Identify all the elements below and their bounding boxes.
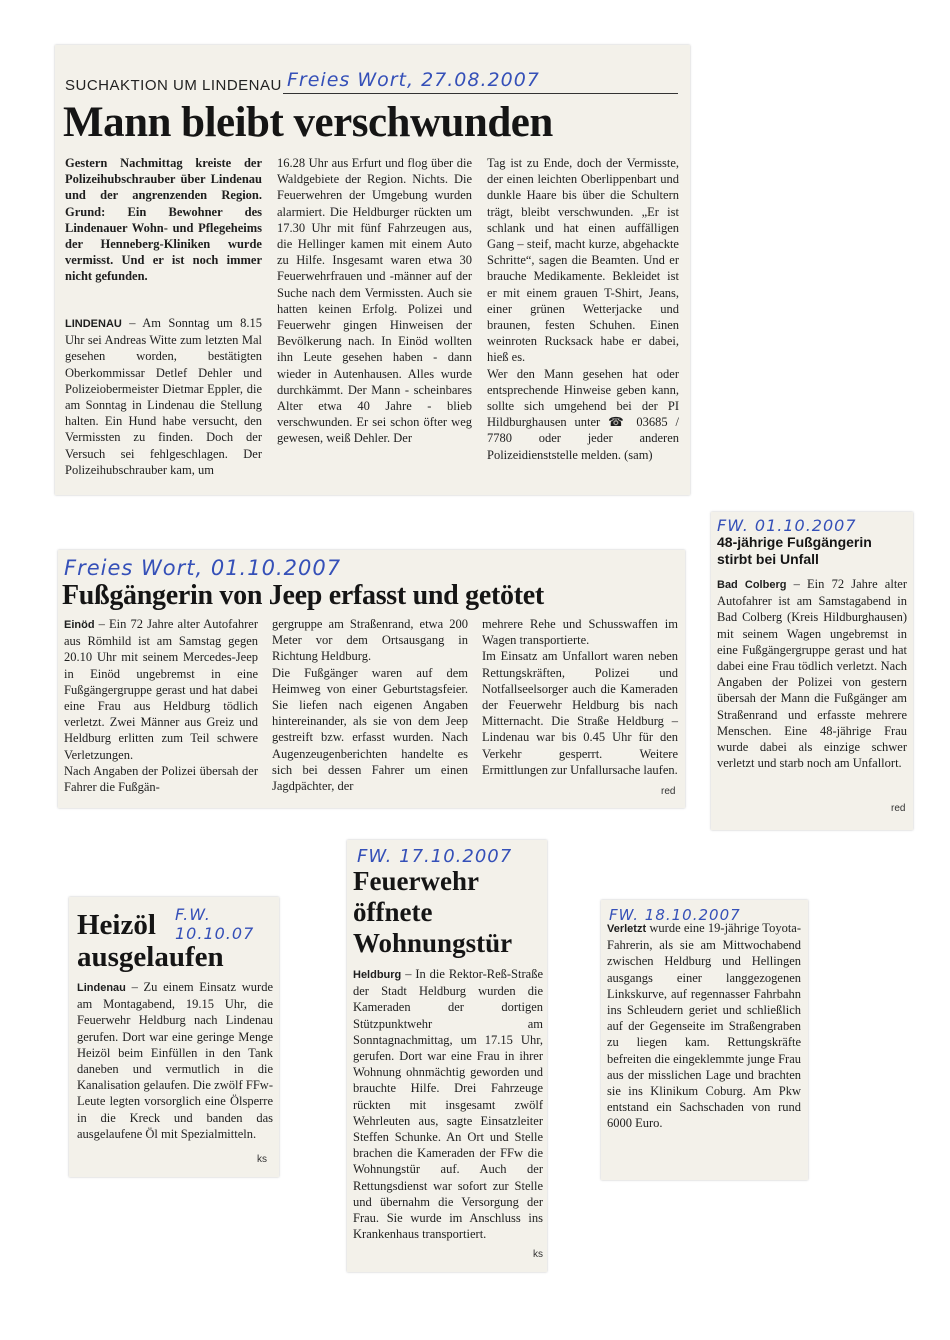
clipping-jeep-accident	[58, 550, 685, 808]
body-text: – Zu einem Einsatz wurde am Montagabend, 19.15 Uhr, die Feuerwehr Heldburg nach Lindenau gerufen. Dort war eine geringe Menge Heizöl beim Einfüllen in den Tank daneben und vermutlich in die Kanalisation gelaufen. Die zwölf FFw-Leute legten vorsorglich eine Ölsperre in die Kreck und banden das ausgelaufene Öl mit Spezialmitteln.	[77, 980, 273, 1141]
article-headline: 48-jährige Fußgängerin stirbt bei Unfall	[717, 534, 872, 567]
author-signature: ks	[533, 1249, 543, 1260]
article-kicker: SUCHAKTION UM LINDENAU	[65, 77, 282, 94]
column-text: mehrere Rehe und Schusswaffen im Wagen transportierte.	[482, 617, 678, 648]
clipping-fire-brigade-door	[347, 840, 547, 1272]
column-text: – Am Sonntag um 8.15 Uhr sei Andreas Witte zum letzten Mal gesehen worden, bestätigten Oberkommissar Detlef Dehler und Polizeiobermeister Dietmar Eppler, die am Sonntag in Lindenau die Stellung halten. Ein Hund habe versucht, den Vermissten zu finden. Doch der Versuch sei fehlgeschlagen. Der Polizeihubschrauber kam, um	[65, 316, 262, 477]
author-signature: red	[661, 786, 676, 797]
article-body	[353, 966, 543, 1242]
article-headline-line2: öffnete	[353, 897, 433, 927]
handwritten-source-note: F.W. 10.10.07	[175, 905, 255, 943]
column-text-appeal: Wer den Mann gesehen hat oder entsprechende Hinweise geben kann, sollte sich umgehend bei der PI Hildburghausen unter ☎ 03685 / 7780 oder jeder anderen Polizeidienststelle melden. (sam)	[487, 366, 679, 462]
article-body	[607, 920, 801, 1132]
author-signature: ks	[257, 1154, 267, 1165]
article-headline-line1: Heizöl	[77, 909, 156, 941]
clipping-missing-man	[55, 45, 690, 495]
article-body	[77, 979, 273, 1142]
body-text: wurde eine 19-jährige Toyota-Fahrerin, als sie am Mittwochabend zwischen Heldburg und Hellingen ausgangs einer langgezogenen Linkskurve, auf regennasser Fahrbahn ins Schleudern geriet und schließlich auf der Gegenseite im Straßengraben zu liegen kam. Rettungskräfte befreiten die eingeklemmte junge Frau aus der misslichen Lage und brachten sie ins Klinikum Coburg. Am Pkw entstand ein Sachschaden von rund 6000 Euro.	[607, 921, 801, 1131]
article-column-1	[64, 616, 258, 795]
article-body	[717, 576, 907, 771]
column-text: Im Einsatz am Unfallort waren neben Rettungskräften, Polizei und Notfallseelsorger auch die Kameraden der Feuerwehr Heldburg bis nach Mitternacht. Die Straße Heldburg – Lindenau war bis 0.45 Uhr für den Verkehr gesperrt. Weitere Ermittlungen zur Unfallursache laufen.	[482, 649, 678, 777]
dateline: Verletzt	[607, 923, 647, 935]
article-column-1	[65, 315, 262, 478]
clipping-pedestrian-dies	[711, 512, 913, 830]
handwritten-source-note: FW. 01.10.2007	[717, 516, 857, 535]
clipping-injured-driver	[601, 900, 808, 1180]
body-text: – In die Rektor-Reß-Straße der Stadt Heldburg wurden die Kameraden der dortigen Stützpunktwehr am Sonntagnachmittag, um 17.15 Uhr, gerufen. Dort war eine Frau in ihrer Wohnung ohnmächtig geworden und brauchte Hilfe. Drei Fahrzeuge rückten mit insgesamt zwölf Wehrleuten aus, sagte Einsatzleiter Steffen Schunke. An Ort und Stelle brachen die Kameraden der FFw die Wohnungstür auf. Auch der Rettungsdienst war sofort zur Stelle und übernahm die Versorgung der Frau. Sie wurde im Anschluss ins Krankenhaus transportiert.	[353, 967, 543, 1242]
dateline: Bad Colberg	[717, 579, 787, 591]
article-lead: Gestern Nachmittag kreiste der Polizeihubschrauber über Lindenau und der angrenzenden Region. Grund: Ein Bewohner des Lindenauer Wohn- und Pflegeheims der Henneberg-Kliniken wurde vermisst. Und er ist noch immer nicht gefunden.	[65, 156, 262, 284]
column-text: Nach Angaben der Polizei übersah der Fahrer die Fußgän-	[64, 763, 258, 795]
handwritten-source-note: Freies Wort, 01.10.2007	[64, 556, 342, 580]
dateline: Einöd	[64, 619, 95, 631]
article-headline-line3: Wohnungstür	[353, 928, 513, 958]
column-text: – Ein 72 Jahre alter Autofahrer aus Römhild ist am Samstag gegen 20.10 Uhr mit seinem Mercedes-Jeep in Einöd ungebremst in eine Fußgängergruppe gerast und hat dabei eine Frau aus Heldburg tödlich verletzt. Zwei Männer aus Greiz und Heldburg erlitten zum Teil schwere Verletzungen.	[64, 617, 258, 762]
article-column-3	[487, 155, 679, 463]
column-text: gergruppe am Straßenrand, etwa 200 Meter vor dem Ortsausgang in Richtung Heldburg.	[272, 617, 468, 664]
author-signature: red	[891, 803, 906, 814]
article-column-3	[482, 616, 678, 778]
article-headline: Mann bleibt verschwunden	[63, 99, 553, 146]
article-headline: Fußgängerin von Jeep erfasst und getötet	[62, 580, 544, 611]
clipping-heating-oil	[69, 897, 279, 1177]
body-text: – Ein 72 Jahre alter Autofahrer ist am Samstagabend in Bad Colberg (Kreis Hildburghausen) mit seinem Wagen ungebremst in eine Fußgängergruppe gerast und hat dabei eine Frau tödlich verletzt. Nach Angaben der Polizei von gestern übersah der Mann die Fußgänger am Straßenrand und erfasste mehrere Menschen. Eine 48-jährige Frau wurde dabei als einzige schwer verletzt und starb noch am Unfallort.	[717, 577, 907, 771]
article-column-2: 16.28 Uhr aus Erfurt und flog über die Waldgebiete der Region. Nichts. Die Feuerwehren der Umgebung wurden alarmiert. Die Heldburger rückten um 17.30 Uhr mit fünf Fahrzeugen aus, die Hellinger kamen mit einem Auto zu Hilfe. Insgesamt waren etwa 30 Feuerwehrfrauen und -männer auf der Suche nach dem Vermissten. Auch sie hatten keinen Erfolg. Polizei und Feuerwehr gingen Hinweisen der Bevölkerung nach. In Einöd wollten ihn Leute gesehen haben - dann wieder in Autenhausen. Alles wurde durchkämmt. Der Mann - scheinbares Alter etwa 40 Jahre - blieb verschwunden. Er sei schon öfter weg gewesen, weiß Dehler. Der	[277, 156, 472, 446]
dateline: LINDENAU	[65, 318, 122, 330]
article-column-2	[272, 616, 468, 794]
dateline: Heldburg	[353, 969, 402, 981]
article-headline-line1: Feuerwehr	[353, 866, 479, 896]
handwritten-source-note: FW. 18.10.2007	[609, 906, 741, 924]
dateline: Lindenau	[77, 982, 126, 994]
handwritten-source-note: Freies Wort, 27.08.2007	[287, 69, 540, 91]
kicker-underline	[283, 93, 678, 94]
article-headline-line2: ausgelaufen	[77, 941, 224, 973]
handwritten-source-note: FW. 17.10.2007	[357, 846, 513, 867]
column-text: Die Fußgänger waren auf dem Heimweg von einer Geburtstagsfeier. Sie liefen nach eigenen Angaben hintereinander, als sie von dem Jeep gestreift bzw. erfasst wurden. Nach Augenzeugenberichten handelte es sich bei dessen Fahrer um einen Jagdpächter, der	[272, 665, 468, 794]
column-text: Tag ist zu Ende, doch der Vermisste, der einen leichten Oberlippenbart und dunkle Haare bis über die Schultern trägt, bleibt verschwunden. „Er ist schlank und hat einen auffälligen Gang – steif, macht kurze, abgehackte Schritte“, sagen die Beamten. Und er brauche Medikamente. Bekleidet ist er mit einem grauen T-Shirt, Jeans, einer grünen Wetterjacke und braunen, festen Schuhen. Einen weinroten Rucksack habe er dabei, hieß es.	[487, 156, 679, 365]
